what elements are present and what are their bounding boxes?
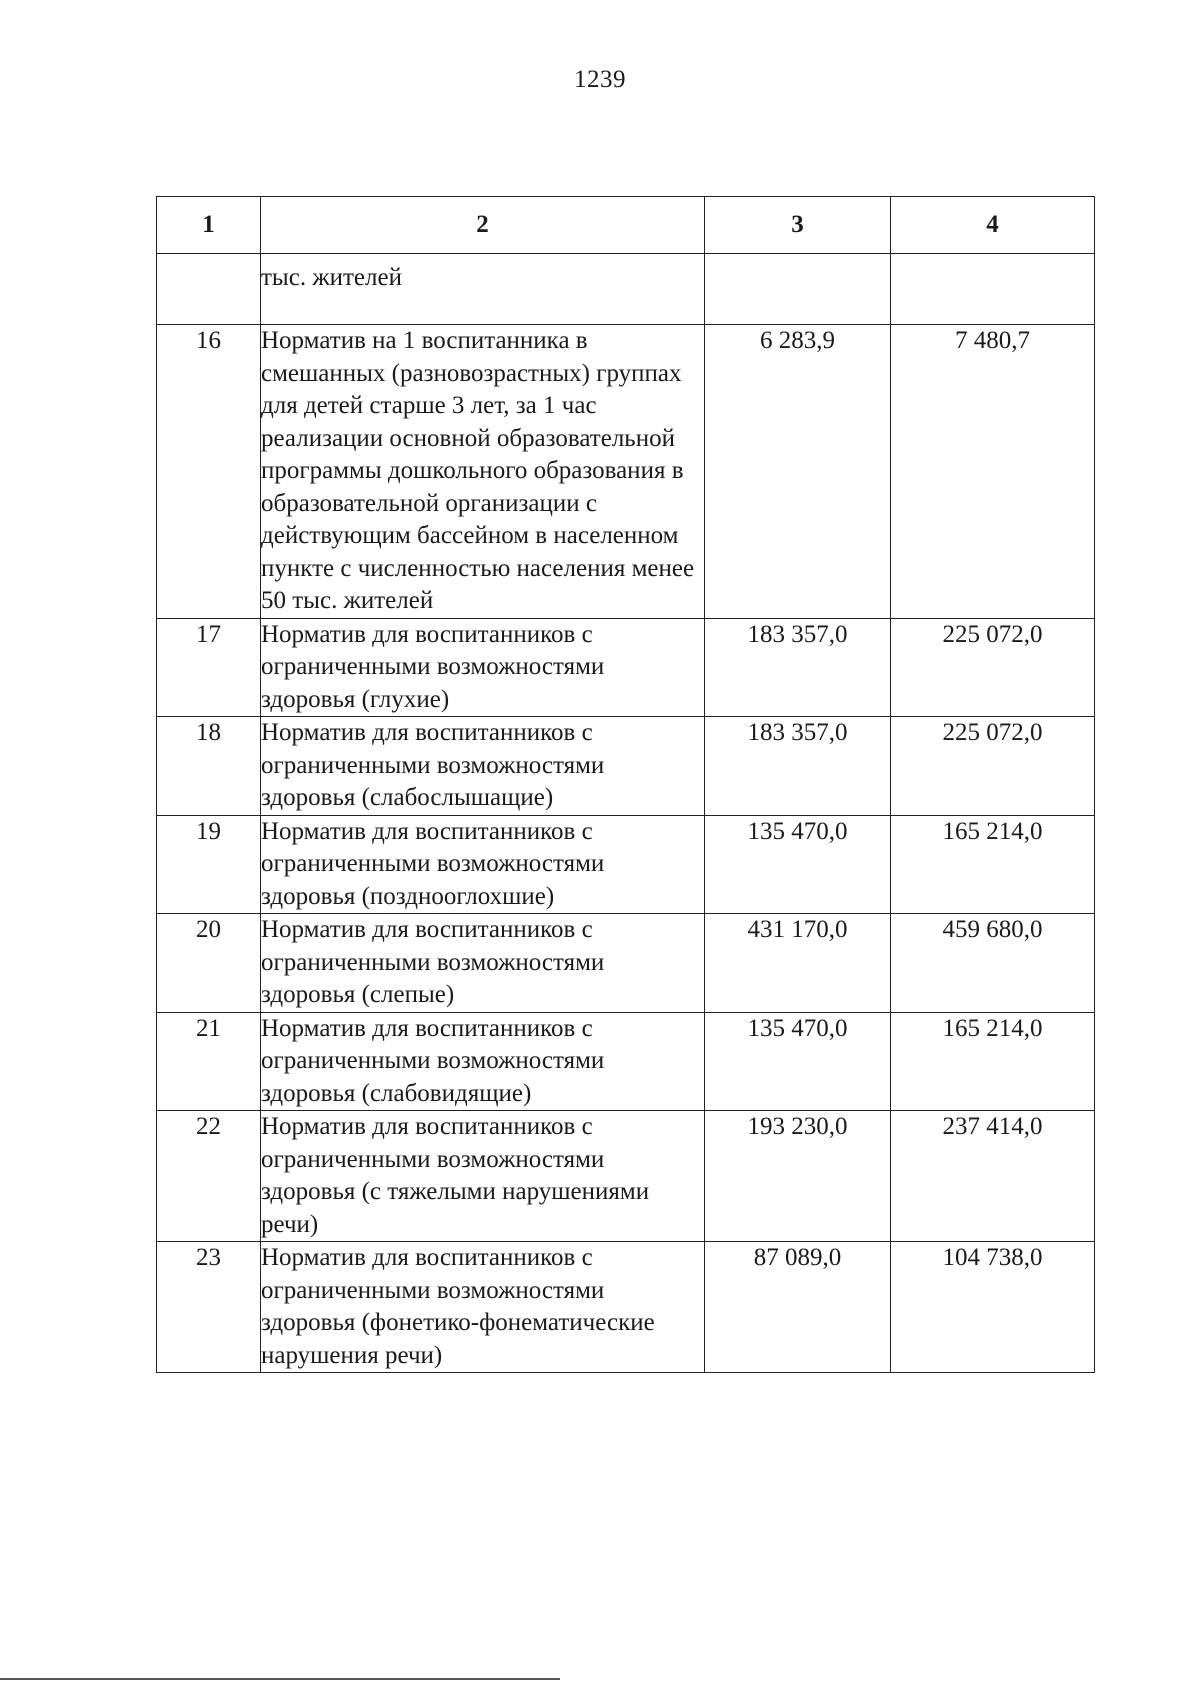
row-number: 17	[157, 618, 261, 717]
row-value-4: 459 680,0	[891, 914, 1095, 1013]
row-value-4: 104 738,0	[891, 1242, 1095, 1373]
row-description: Норматив для воспитанников с ограниченными возможностями здоровья (слабослышащие)	[261, 717, 705, 816]
table-row	[157, 1012, 1095, 1111]
column-header-1: 1	[157, 197, 261, 254]
row-number: 16	[157, 325, 261, 619]
table-row	[157, 1111, 1095, 1242]
row-value-3: 183 357,0	[705, 618, 891, 717]
row-value-3: 87 089,0	[705, 1242, 891, 1373]
row-value-3: 6 283,9	[705, 325, 891, 619]
row-value-3: 183 357,0	[705, 717, 891, 816]
page-number: 1239	[574, 66, 626, 93]
column-header-4: 4	[891, 197, 1095, 254]
row-value-4: 7 480,7	[891, 325, 1095, 619]
row-value-3	[705, 254, 891, 325]
normatives-table	[156, 196, 1095, 1373]
row-value-4: 165 214,0	[891, 1012, 1095, 1111]
row-description: Норматив для воспитанников с ограниченными возможностями здоровья (позднооглохшие)	[261, 815, 705, 914]
row-value-3: 135 470,0	[705, 1012, 891, 1111]
row-number: 18	[157, 717, 261, 816]
bottom-scan-rule	[0, 1678, 560, 1680]
row-description: Норматив для воспитанников с ограниченными возможностями здоровья (фонетико-фонематические нарушения речи)	[261, 1242, 705, 1373]
row-value-4: 225 072,0	[891, 618, 1095, 717]
row-value-3: 193 230,0	[705, 1111, 891, 1242]
row-description: тыс. жителей	[261, 254, 705, 325]
row-value-4: 225 072,0	[891, 717, 1095, 816]
row-number: 22	[157, 1111, 261, 1242]
column-header-3: 3	[705, 197, 891, 254]
row-description: Норматив для воспитанников с ограниченными возможностями здоровья (слабовидящие)	[261, 1012, 705, 1111]
row-description: Норматив для воспитанников с ограниченными возможностями здоровья (слепые)	[261, 914, 705, 1013]
row-number: 20	[157, 914, 261, 1013]
table-row	[157, 717, 1095, 816]
row-value-4: 165 214,0	[891, 815, 1095, 914]
table-row	[157, 1242, 1095, 1373]
continuation-row	[157, 254, 1095, 325]
row-description: Норматив для воспитанников с ограниченными возможностями здоровья (с тяжелыми нарушениями речи)	[261, 1111, 705, 1242]
table-row	[157, 914, 1095, 1013]
row-description: Норматив для воспитанников с ограниченными возможностями здоровья (глухие)	[261, 618, 705, 717]
table-row	[157, 325, 1095, 619]
row-number	[157, 254, 261, 325]
row-value-3: 431 170,0	[705, 914, 891, 1013]
row-number: 19	[157, 815, 261, 914]
table-row	[157, 815, 1095, 914]
row-value-4: 237 414,0	[891, 1111, 1095, 1242]
table-header-row	[157, 197, 1095, 254]
column-header-2: 2	[261, 197, 705, 254]
row-value-3: 135 470,0	[705, 815, 891, 914]
row-value-4	[891, 254, 1095, 325]
row-number: 23	[157, 1242, 261, 1373]
row-number: 21	[157, 1012, 261, 1111]
row-description: Норматив на 1 воспитанника в смешанных (разновозрастных) группах для детей старше 3 лет, за 1 час реализации основной образовательной программы дошкольного образования в образовательной организации с действующим бассейном в населенном пункте с численностью населения менее 50 тыс. жителей	[261, 325, 705, 619]
table-row	[157, 618, 1095, 717]
